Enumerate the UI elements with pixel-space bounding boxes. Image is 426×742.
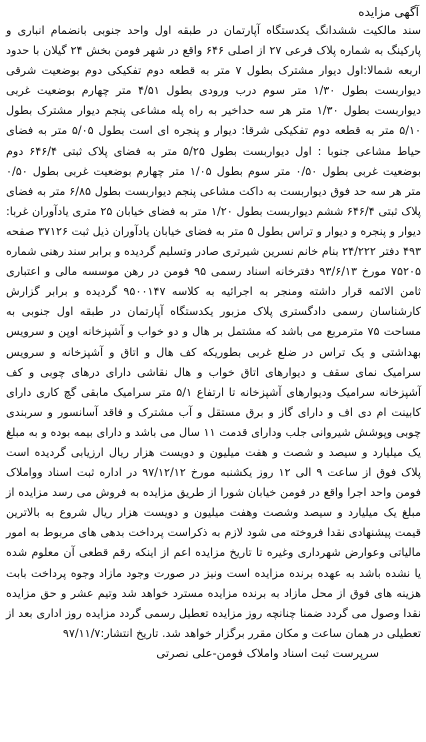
notice-body: سند مالکیت ششدانگ یکدستگاه آپارتمان در طبقه اول واحد جنوبی بانضمام انباری و پارکینگ به شماره پلاک فرعی ۲۷ از اصلی ۶۴۶ واقع در شهر فومن بخش ۲۴ گیلان با حدود اربعه شمالا:اول دیوار مشترک بطول ۷ متر به قطعه دوم تفکیکی دوم بوضعیت شرقی دیواربست بطول ۱/۳۰ متر سوم درب ورودی بطول ۴/۵۱ متر چهارم بوضعیت غربی دیواربست بطول ۱/۳۰ متر هر سه حداخیر به راه پله مشاعی پنجم دیوار مشترک بطول ۵/۱۰ متر به قطعه دوم تفکیکی شرقا: دیوار و پنجره ای است بطول ۵/۰۵ متر به فضای حیاط مشاعی جنوبا : اول دیواربست بطول ۵/۲۵ متر به فضای پلاک ثبتی ۶۴۶/۴ دوم بوضعیت غربی بطول ۰/۵۰ متر سوم بطول ۱/۰۵ متر چهارم بوضعیت غربی بطول ۰/۵۰ متر هر سه حد فوق دیواربست به داکت مشاعی پنجم دیواربست بطول ۶/۸۵ متر به فضای پلاک ثبتی ۶۴۶/۴ ششم دیواربست بطول ۱/۲۰ متر به فضای خیابان ۲۵ متری یادآوران غربا: دیوار و پنجره و دیوار و تراس بطول ۵ متر به فضای خیابان یادآوران ذیل ثبت ۳۷۱۲۶ صفحه ۴۹۳ دفتر ۲۴/۲۲۲ بنام خانم نسرین شیرتری صادر وتسلیم گردیده و برابر سند رهنی شماره ۷۵۲۰۵ مورخ ۹۳/۶/۱۳ دفترخانه اسناد رسمی ۹۵ فومن در رهن موسسه مالی و اعتباری ثامن الائمه قرار داشته ومنجر به اجرائیه به کلاسه ۹۵۰۰۱۴۷ گردیده و برابر گزارش کارشناسان رسمی دادگستری پلاک مزبور یکدستگاه آپارتمان در طبقه اول جنوبی به مساحت ۷۵ مترمربع می باشد که مشتمل بر هال و دو خواب و آشپزخانه اوپن و سرویس بهداشتی و یک تراس در ضلع غربی بطوریکه کف هال و اتاق و آشپزخانه و سرویس سرامیک نمای سقف و دیوارهای اتاق خواب و هال نقاشی دارای درهای چوبی و کف آشپزخانه سرامیک ودیوارهای آشپزخانه تا ارتفاع ۵/۱ متر سرامیک مابقی گچ کاری دارای کابینت ام دی اف و دارای گاز و برق مستقل و آب مشترک و فاقد آسانسور و سربندی چوبی وپوشش شیروانی جلب ودارای قدمت ۱۱ سال می باشد و دارای بیمه بوده و به مبلغ یک میلیارد و سیصد و شصت و هفت میلیون و دویست هزار ریال ارزیابی گردیده است پلاک فوق از ساعت ۹ الی ۱۲ روز یکشنبه مورخ ۹۷/۱۲/۱۲ در اداره ثبت اسناد وواملاک فومن واحد اجرا واقع در فومن خیابان شورا از طریق مزایده به فروش می رسد مزایده از مبلغ یک میلیارد و سیصد وشصت وهفت میلیون و دویست هزار ریال شروع به بالاترین قیمت پیشنهادی نقدا فروخته می شود لازم به ذکراست پرداخت بدهی های مربوط به امور مالیاتی وعوارض شهرداری وغیره تا تاریخ مزایده اعم از اینکه رقم قطعی آن معلوم شده یا نشده باشد به عهده برنده مزایده است ونیز در صورت وجود مازاد وجوه پرداخت بابت هزینه های فوق از محل مازاد به برنده مزایده مسترد خواهد شد وتیم عشر و حق مزایده نقدا وصول می گردد ضمنا چنانچه روز مزایده تعطیل رسمی گردد مزایده روز اداری بعد از تعطیلی در همان ساعت و مکان مقرر برگزار خواهد شد. تاریخ انتشار:۹۷/۱۱/۷ [6,24,422,640]
notice-title: آگهی مزایده [358,5,419,19]
notice-signature: سرپرست ثبت اسناد واملاک فومن-علی نصرتی [156,645,379,660]
